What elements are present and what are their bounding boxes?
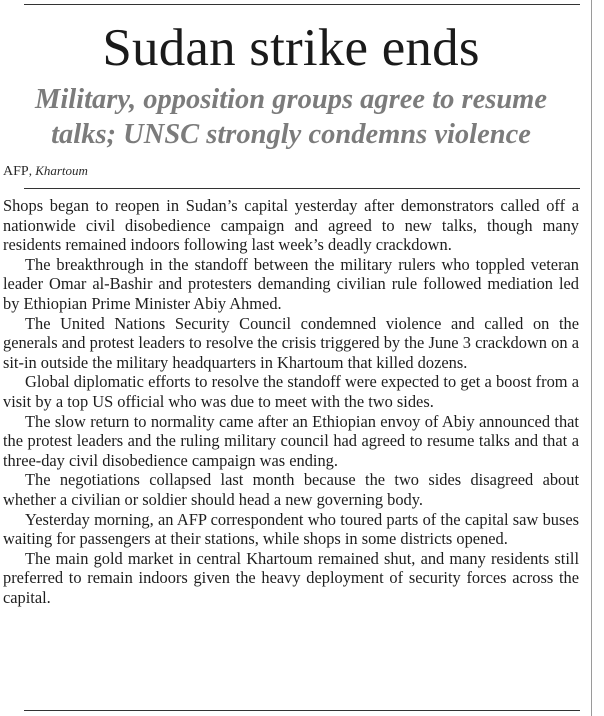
byline-rule [24,188,580,189]
subheadline: Military, opposition groups agree to resume talks; UNSC strongly condemns violence [35,84,547,150]
paragraph: The main gold market in central Khartoum remained shut, and many residents still preferred to remain indoors given the heavy deployment of security forces across the capital. [3,548,579,607]
byline [3,162,88,181]
paragraph: The slow return to normality came after an Ethiopian envoy of Abiy announced that the protest leaders and the ruling military council had agreed to resume talks and that a three-day civil disobedience campaign was ending. [3,411,579,470]
article-body [3,196,579,607]
byline-city: Khartoum [35,163,88,178]
paragraph: The breakthrough in the standoff between the military rulers who toppled veteran leader Omar al-Bashir and protesters demanding civilian rule followed mediation led by Ethiopian Prime Minister Abiy Ahmed. [3,254,579,313]
bottom-rule [24,710,580,711]
paragraph: Global diplomatic efforts to resolve the standoff were expected to get a boost from a visit by a top US official who was due to meet with the two sides. [3,372,579,411]
paragraph: The negotiations collapsed last month because the two sides disagreed about whether a civilian or soldier should head a new governing body. [3,470,579,509]
byline-separator: , [28,163,32,178]
top-rule [24,4,580,5]
paragraph: Shops began to reopen in Sudan’s capital yesterday after demonstrators called off a nationwide civil disobedience campaign and agreed to new talks, though many residents remained indoors following last week’s deadly crackdown. [3,196,579,255]
paragraph: The United Nations Security Council condemned violence and called on the generals and protest leaders to resolve the crisis triggered by the June 3 crackdown on a sit-in outside the military headquarters in Khartoum that killed dozens. [3,313,579,372]
column-edge-line [591,0,592,716]
byline-agency: AFP [3,164,29,179]
headline: Sudan strike ends [102,19,480,77]
paragraph: Yesterday morning, an AFP correspondent who toured parts of the capital saw buses waiting for passengers at their stations, while shops in some districts opened. [3,509,579,549]
